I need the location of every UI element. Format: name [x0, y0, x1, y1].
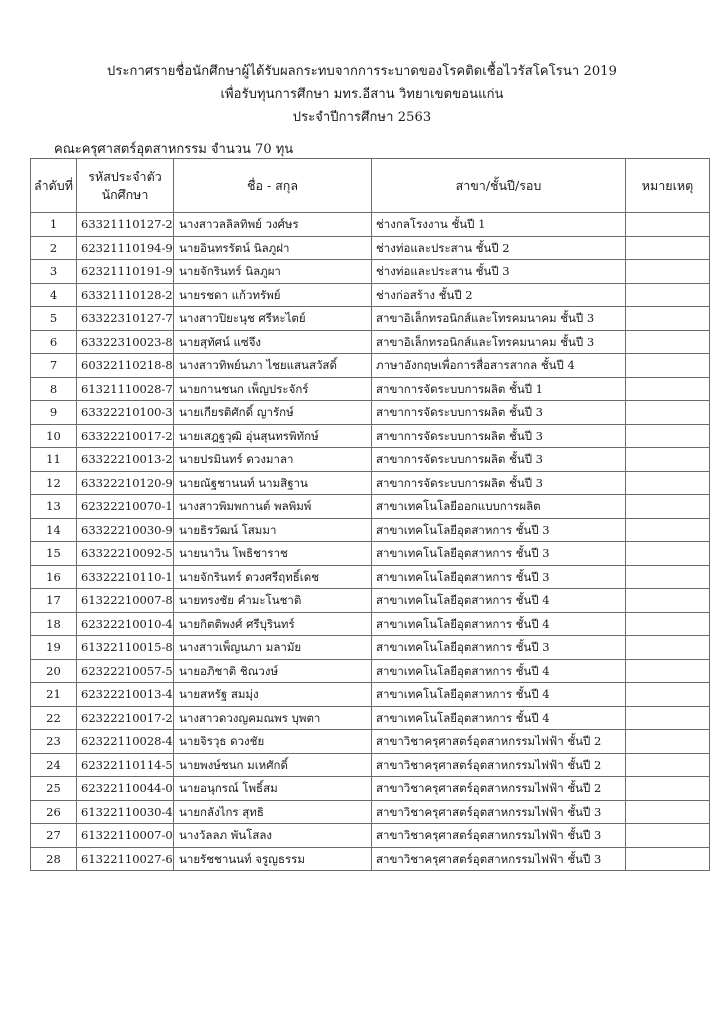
cell-name: นายเกียรติศักดิ์ ญารักษ์ [174, 401, 372, 425]
cell-note [626, 213, 710, 237]
table-row [31, 542, 710, 566]
cell-name: นายอนุกรณ์ โพธิ์สม [174, 777, 372, 801]
cell-student-id: 62321110194-9 [77, 236, 174, 260]
cell-student-id: 63322210017-2 [77, 424, 174, 448]
cell-student-id: 61322110015-8 [77, 636, 174, 660]
faculty-subtitle: คณะครุศาสตร์อุตสาหกรรม จำนวน 70 ทุน [54, 142, 294, 157]
cell-major: สาขาเทคโนโลยีอุตสาหการ ชั้นปี 3 [372, 636, 626, 660]
cell-major: ภาษาอังกฤษเพื่อการสื่อสารสากล ชั้นปี 4 [372, 354, 626, 378]
header-note: หมายเหตุ [626, 159, 710, 213]
table-row [31, 730, 710, 754]
table-row [31, 401, 710, 425]
cell-major: สาขาการจัดระบบการผลิต ชั้นปี 3 [372, 471, 626, 495]
cell-note [626, 330, 710, 354]
cell-note [626, 307, 710, 331]
cell-no: 13 [31, 495, 77, 519]
cell-note [626, 401, 710, 425]
cell-no: 16 [31, 565, 77, 589]
cell-no: 22 [31, 706, 77, 730]
cell-note [626, 589, 710, 613]
cell-major: สาขาวิชาครุศาสตร์อุตสาหกรรมไฟฟ้า ชั้นปี 2 [372, 753, 626, 777]
cell-major: สาขาอิเล็กทรอนิกส์และโทรคมนาคม ชั้นปี 3 [372, 307, 626, 331]
cell-note [626, 683, 710, 707]
table-row [31, 377, 710, 401]
cell-note [626, 518, 710, 542]
cell-note [626, 424, 710, 448]
table-row [31, 448, 710, 472]
cell-note [626, 612, 710, 636]
cell-note [626, 542, 710, 566]
cell-no: 19 [31, 636, 77, 660]
table-row [31, 847, 710, 871]
table-row [31, 824, 710, 848]
cell-name: นายทรงชัย คำมะโนชาติ [174, 589, 372, 613]
table-row [31, 636, 710, 660]
header-student-id [77, 159, 174, 213]
table-row [31, 283, 710, 307]
cell-no: 26 [31, 800, 77, 824]
table-row [31, 800, 710, 824]
cell-major: ช่างท่อและประสาน ชั้นปี 2 [372, 236, 626, 260]
cell-note [626, 283, 710, 307]
cell-major: สาขาวิชาครุศาสตร์อุตสาหกรรมไฟฟ้า ชั้นปี 3 [372, 824, 626, 848]
cell-student-id: 63322210030-9 [77, 518, 174, 542]
cell-student-id: 61322210007-8 [77, 589, 174, 613]
cell-name: นายอภิชาติ ชิณวงษ์ [174, 659, 372, 683]
cell-note [626, 354, 710, 378]
cell-note [626, 730, 710, 754]
cell-major: สาขาเทคโนโลยีอุตสาหการ ชั้นปี 3 [372, 542, 626, 566]
cell-no: 20 [31, 659, 77, 683]
cell-major: สาขาเทคโนโลยีอุตสาหการ ชั้นปี 4 [372, 612, 626, 636]
cell-name: นายพงษ์ชนก มเหศักดิ์ [174, 753, 372, 777]
cell-note [626, 777, 710, 801]
cell-major: ช่างท่อและประสาน ชั้นปี 3 [372, 260, 626, 284]
cell-no: 11 [31, 448, 77, 472]
cell-no: 12 [31, 471, 77, 495]
cell-name: นางสาวลลิลทิพย์ วงศ์ษร [174, 213, 372, 237]
cell-name: นายจิรวุธ ดวงชัย [174, 730, 372, 754]
cell-name: นายธิรวัฒน์ โสมมา [174, 518, 372, 542]
table-row [31, 683, 710, 707]
cell-note [626, 800, 710, 824]
table-row [31, 565, 710, 589]
cell-major: สาขาเทคโนโลยีอุตสาหการ ชั้นปี 3 [372, 565, 626, 589]
cell-major: สาขาการจัดระบบการผลิต ชั้นปี 1 [372, 377, 626, 401]
table-row [31, 659, 710, 683]
cell-no: 1 [31, 213, 77, 237]
table-row [31, 260, 710, 284]
cell-name: นายสุทัศน์ แซ่จึง [174, 330, 372, 354]
cell-student-id: 62322210057-5 [77, 659, 174, 683]
cell-major: สาขาเทคโนโลยีอุตสาหการ ชั้นปี 4 [372, 683, 626, 707]
header-major: สาขา/ชั้นปี/รอบ [372, 159, 626, 213]
cell-note [626, 236, 710, 260]
header-name: ชื่อ - สกุล [174, 159, 372, 213]
cell-major: สาขาวิชาครุศาสตร์อุตสาหกรรมไฟฟ้า ชั้นปี 2 [372, 777, 626, 801]
cell-name: นายนาวิน โพธิชาราช [174, 542, 372, 566]
header-title-line-2: เพื่อรับทุนการศึกษา มทร.อีสาน วิทยาเขตขอนแก่น [220, 87, 504, 102]
table-header-row [31, 159, 710, 213]
cell-note [626, 565, 710, 589]
table-row [31, 495, 710, 519]
cell-name: นางวัลลภ พันโสลง [174, 824, 372, 848]
header-student-id-line-1: รหัสประจำตัว [88, 168, 162, 184]
cell-name: นางสาวพิมพกานต์ พลพิมพ์ [174, 495, 372, 519]
cell-name: นายกานชนก เพ็ญประจักร์ [174, 377, 372, 401]
cell-major: สาขาเทคโนโลยีอุตสาหการ ชั้นปี 3 [372, 518, 626, 542]
cell-student-id: 61322110007-0 [77, 824, 174, 848]
table-row [31, 753, 710, 777]
cell-major: สาขาเทคโนโลยีอุตสาหการ ชั้นปี 4 [372, 706, 626, 730]
cell-student-id: 63322310023-8 [77, 330, 174, 354]
cell-student-id: 62322210017-2 [77, 706, 174, 730]
cell-major: สาขาการจัดระบบการผลิต ชั้นปี 3 [372, 401, 626, 425]
cell-note [626, 824, 710, 848]
cell-name: นายเสฎฐวุฒิ อุ่นสุนทรพิทักษ์ [174, 424, 372, 448]
cell-name: นายจักรินทร์ ดวงศรีฤทธิ์เดช [174, 565, 372, 589]
cell-no: 21 [31, 683, 77, 707]
cell-name: นางสาวปิยะนุช ศรีหะไตย์ [174, 307, 372, 331]
cell-name: นางสาวดวงญคมณพร บุพตา [174, 706, 372, 730]
table-row [31, 330, 710, 354]
table-row [31, 424, 710, 448]
cell-student-id: 62322210070-1 [77, 495, 174, 519]
table-row [31, 471, 710, 495]
cell-note [626, 495, 710, 519]
header-no: ลำดับที่ [31, 159, 77, 213]
cell-name: นายกิตติพงศ์ ศรีบุรินทร์ [174, 612, 372, 636]
cell-no: 24 [31, 753, 77, 777]
cell-major: สาขาอิเล็กทรอนิกส์และโทรคมนาคม ชั้นปี 3 [372, 330, 626, 354]
table-row [31, 589, 710, 613]
header-title-line-3: ประจำปีการศึกษา 2563 [292, 110, 432, 125]
cell-no: 25 [31, 777, 77, 801]
cell-student-id: 62322110028-4 [77, 730, 174, 754]
cell-student-id: 63322210092-5 [77, 542, 174, 566]
cell-no: 17 [31, 589, 77, 613]
table-row [31, 213, 710, 237]
cell-student-id: 63322210110-1 [77, 565, 174, 589]
cell-major: สาขาเทคโนโลยีอุตสาหการ ชั้นปี 4 [372, 589, 626, 613]
cell-no: 5 [31, 307, 77, 331]
cell-name: นายอินทรรัตน์ นิลภูฝา [174, 236, 372, 260]
cell-note [626, 753, 710, 777]
cell-major: สาขาวิชาครุศาสตร์อุตสาหกรรมไฟฟ้า ชั้นปี 3 [372, 847, 626, 871]
cell-major: สาขาการจัดระบบการผลิต ชั้นปี 3 [372, 424, 626, 448]
table-row [31, 777, 710, 801]
cell-note [626, 847, 710, 871]
cell-student-id: 61322110030-4 [77, 800, 174, 824]
cell-student-id: 61322110027-6 [77, 847, 174, 871]
cell-name: นายปรมินทร์ ดวงมาลา [174, 448, 372, 472]
cell-student-id: 63322210120-9 [77, 471, 174, 495]
cell-no: 9 [31, 401, 77, 425]
cell-major: สาขาเทคโนโลยีอุตสาหการ ชั้นปี 4 [372, 659, 626, 683]
cell-student-id: 63322210013-2 [77, 448, 174, 472]
cell-student-id: 62322210010-4 [77, 612, 174, 636]
cell-no: 6 [31, 330, 77, 354]
cell-student-id: 63322210100-3 [77, 401, 174, 425]
cell-no: 28 [31, 847, 77, 871]
cell-note [626, 636, 710, 660]
cell-name: นายจักรินทร์ นิลภูผา [174, 260, 372, 284]
header-title-line-1: ประกาศรายชื่อนักศึกษาผู้ได้รับผลกระทบจากการระบาดของโรคติดเชื้อไวรัสโคโรนา 2019 [107, 64, 617, 79]
cell-note [626, 659, 710, 683]
header-student-id-line-2: นักศึกษา [101, 186, 149, 202]
cell-student-id: 63321110127-2 [77, 213, 174, 237]
cell-note [626, 260, 710, 284]
cell-note [626, 448, 710, 472]
table-row [31, 307, 710, 331]
cell-note [626, 377, 710, 401]
cell-name: นายสหรัฐ สมมุ่ง [174, 683, 372, 707]
cell-student-id: 62322110044-0 [77, 777, 174, 801]
cell-student-id: 63322310127-7 [77, 307, 174, 331]
cell-no: 23 [31, 730, 77, 754]
table-row [31, 706, 710, 730]
cell-major: สาขาเทคโนโลยีออกแบบการผลิต [372, 495, 626, 519]
cell-no: 27 [31, 824, 77, 848]
cell-no: 7 [31, 354, 77, 378]
cell-major: ช่างก่อสร้าง ชั้นปี 2 [372, 283, 626, 307]
cell-no: 2 [31, 236, 77, 260]
table-row [31, 612, 710, 636]
table-row [31, 518, 710, 542]
cell-major: สาขาวิชาครุศาสตร์อุตสาหกรรมไฟฟ้า ชั้นปี 2 [372, 730, 626, 754]
cell-no: 8 [31, 377, 77, 401]
document-header [0, 60, 724, 129]
scholarship-table [30, 158, 710, 871]
cell-no: 3 [31, 260, 77, 284]
cell-name: นางสาวเพ็ญนภา มลามัย [174, 636, 372, 660]
cell-name: นายกลังไกร สุทธิ [174, 800, 372, 824]
cell-note [626, 471, 710, 495]
cell-note [626, 706, 710, 730]
cell-name: นางสาวทิพย์นภา ไชยแสนสวัสดิ์ [174, 354, 372, 378]
cell-name: นายรัชชานนท์ จรูญธรรม [174, 847, 372, 871]
cell-student-id: 63321110128-2 [77, 283, 174, 307]
cell-no: 4 [31, 283, 77, 307]
cell-no: 14 [31, 518, 77, 542]
cell-major: สาขาวิชาครุศาสตร์อุตสาหกรรมไฟฟ้า ชั้นปี 3 [372, 800, 626, 824]
cell-student-id: 62322110114-5 [77, 753, 174, 777]
cell-no: 18 [31, 612, 77, 636]
cell-student-id: 60322110218-8 [77, 354, 174, 378]
cell-student-id: 61321110028-7 [77, 377, 174, 401]
cell-student-id: 62322210013-4 [77, 683, 174, 707]
cell-major: สาขาการจัดระบบการผลิต ชั้นปี 3 [372, 448, 626, 472]
cell-no: 10 [31, 424, 77, 448]
cell-student-id: 62321110191-9 [77, 260, 174, 284]
cell-major: ช่างกลโรงงาน ชั้นปี 1 [372, 213, 626, 237]
cell-no: 15 [31, 542, 77, 566]
cell-name: นายรชดา แก้วทรัพย์ [174, 283, 372, 307]
table-row [31, 354, 710, 378]
cell-name: นายณัฐชานนท์ นามสิฐาน [174, 471, 372, 495]
table-row [31, 236, 710, 260]
